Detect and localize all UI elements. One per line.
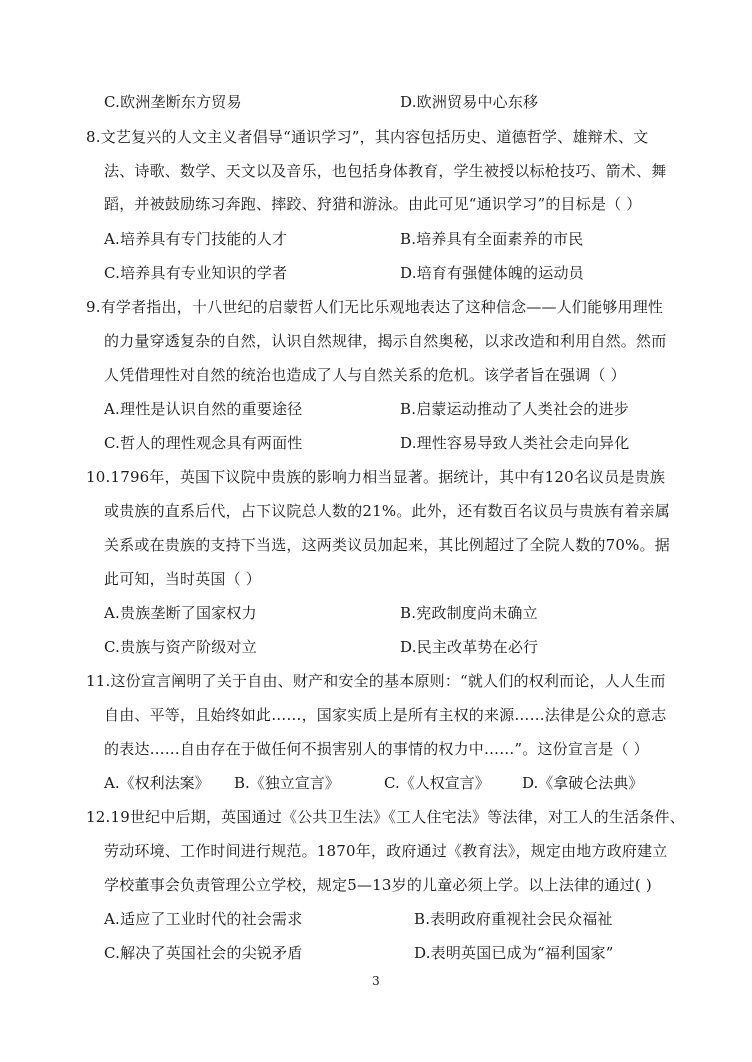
question-8-option-a: A.培养具有专门技能的人才 — [104, 230, 288, 248]
question-11-option-a: A.《权利法案》 — [104, 774, 210, 792]
question-8-line-2: 法、诗歌、数学、天文以及音乐，也包括身体教育，学生被授以标枪技巧、箭术、舞 — [104, 162, 667, 180]
question-12-option-b: B.表明政府重视社会民众福祉 — [414, 910, 613, 928]
question-9-option-b: B.启蒙运动推动了人类社会的进步 — [400, 400, 629, 418]
question-12-option-a: A.适应了工业时代的社会需求 — [104, 910, 303, 928]
question-11-line-3: 的表达……自由存在于做任何不损害别人的事情的权力中……”。这份宣言是（ ） — [104, 740, 649, 758]
question-8-option-c: C.培养具有专业知识的学者 — [104, 264, 288, 282]
question-12-line-2: 劳动环境、工作时间进行规范。1870年，政府通过《教育法》，规定由地方政府建立 — [104, 842, 668, 860]
question-10-option-a: A.贵族垄断了国家权力 — [104, 604, 257, 622]
question-11-option-b: B.《独立宣言》 — [234, 774, 340, 792]
question-8-line-3: 蹈，并被鼓励练习奔跑、摔跤、狩猎和游泳。由此可见“通识学习”的目标是（ ） — [104, 195, 642, 213]
question-12-line-1: 12.19世纪中后期，英国通过《公共卫生法》《工人住宅法》等法律，对工人的生活条件、 — [86, 808, 685, 826]
page-number: 3 — [372, 974, 380, 988]
question-9-option-c: C.哲人的理性观念具有两面性 — [104, 434, 303, 452]
question-10-option-d: D.民主改革势在必行 — [400, 638, 539, 656]
question-8-option-b: B.培养具有全面素养的市民 — [400, 230, 584, 248]
question-12-option-c: C.解决了英国社会的尖锐矛盾 — [104, 944, 303, 962]
question-9-option-a: A.理性是认识自然的重要途径 — [104, 400, 303, 418]
question-12-option-d: D.表明英国已成为“福利国家” — [414, 944, 614, 962]
question-10-line-2: 或贵族的直系后代，占下议院总人数的21%。此外，还有数百名议员与贵族有着亲属 — [104, 502, 670, 520]
question-10-option-c: C.贵族与资产阶级对立 — [104, 638, 257, 656]
question-9-option-d: D.理性容易导致人类社会走向异化 — [400, 434, 630, 452]
question-10-line-3: 关系或在贵族的支持下当选，这两类议员加起来，其比例超过了全院人数的70%。据 — [104, 536, 670, 554]
question-10-line-4: 此可知，当时英国（ ） — [104, 570, 261, 588]
question-12-line-3: 学校董事会负责管理公立学校，规定5—13岁的儿童必须上学。以上法律的通过( ) — [104, 876, 652, 894]
question-9-line-3: 人凭借理性对自然的统治也造成了人与自然关系的危机。该学者旨在强调（ ） — [104, 366, 626, 384]
question-9-line-1: 9.有学者指出，十八世纪的启蒙哲人们无比乐观地表达了这种信念——人们能够用理性 — [86, 298, 664, 316]
option-c-q7: C.欧洲垄断东方贸易 — [104, 93, 242, 111]
question-11-option-d: D.《拿破仑法典》 — [522, 774, 644, 792]
question-11-line-1: 11.这份宣言阐明了关于自由、财产和安全的基本原则：“就人们的权利而论，人人生而 — [86, 672, 666, 690]
question-10-line-1: 10.1796年，英国下议院中贵族的影响力相当显著。据统计，其中有120名议员是贵族 — [86, 468, 666, 486]
question-8-option-d: D.培育有强健体魄的运动员 — [400, 264, 584, 282]
option-d-q7: D.欧洲贸易中心东移 — [400, 93, 539, 111]
question-9-line-2: 的力量穿透复杂的自然，认识自然规律，揭示自然奥秘，以求改造和利用自然。然而 — [104, 332, 667, 350]
question-11-line-2: 自由、平等，且始终如此……，国家实质上是所有主权的来源……法律是公众的意志 — [104, 706, 667, 724]
question-8-line-1: 8.文艺复兴的人文主义者倡导“通识学习”，其内容包括历史、道德哲学、雄辩术、文 — [86, 128, 649, 146]
question-10-option-b: B.宪政制度尚未确立 — [400, 604, 538, 622]
question-11-option-c: C.《人权宣言》 — [384, 774, 490, 792]
